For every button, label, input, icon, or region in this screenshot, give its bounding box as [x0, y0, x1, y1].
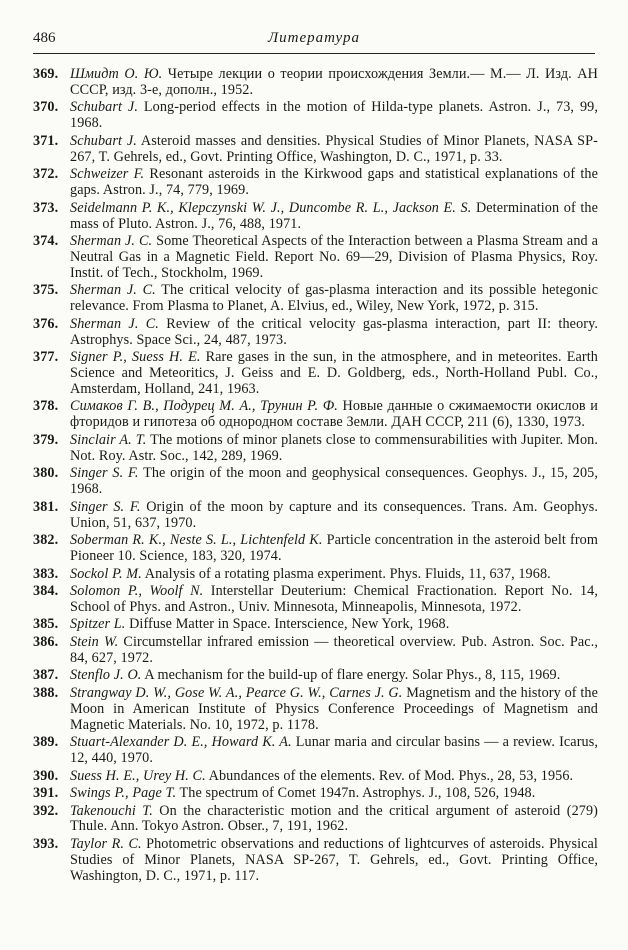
reference-authors: Sockol P. M. — [70, 565, 142, 582]
reference-entry — [33, 234, 598, 282]
reference-text: Resonant asteroids in the Kirkwood gaps and statistical explanations of the gaps. Astron. J., 74, 779, 1969. — [70, 166, 598, 199]
reference-authors: Stein W. — [70, 633, 119, 650]
reference-number: 390. — [33, 767, 59, 784]
reference-entry — [33, 567, 598, 583]
reference-entry — [33, 167, 598, 199]
reference-number: 393. — [33, 835, 59, 852]
reference-number: 374. — [33, 233, 59, 250]
reference-number: 370. — [33, 99, 59, 116]
reference-authors: Taylor R. C. — [70, 835, 142, 852]
header-rule — [33, 53, 595, 54]
reference-text: A mechanism for the build-up of flare energy. Solar Phys., 8, 115, 1969. — [144, 667, 561, 684]
reference-number: 376. — [33, 315, 59, 332]
reference-number: 375. — [33, 282, 59, 299]
reference-entry — [33, 686, 598, 734]
reference-number: 373. — [33, 199, 59, 216]
reference-text: Diffuse Matter in Space. Interscience, New York, 1968. — [129, 616, 450, 633]
reference-authors: Sherman J. C. — [70, 282, 156, 299]
reference-entry — [33, 100, 598, 132]
running-title: Литература — [267, 30, 361, 46]
reference-authors: Swings P., Page T. — [70, 785, 177, 802]
reference-entry — [33, 317, 598, 349]
reference-text: The critical velocity of gas-plasma interaction and its possible hetegonic relevance. From Plasma to Planet, A. Elvius, ed., Wiley, New York, 1972, p. 315. — [70, 282, 599, 315]
reference-entry — [33, 466, 598, 498]
reference-authors: Schubart J. — [70, 132, 137, 149]
reference-authors: Шмидт О. Ю. — [70, 66, 163, 82]
reference-authors: Stuart-Alexander D. E., Howard K. A. — [70, 734, 292, 751]
reference-entry — [33, 500, 598, 532]
reference-text: Long-period effects in the motion of Hilda-type planets. Astron. J., 73, 99, 1968. — [70, 99, 598, 132]
reference-entry — [33, 399, 598, 431]
reference-entry — [33, 283, 598, 315]
reference-text: Rare gases in the sun, in the atmosphere, and in meteorites. Earth Science and Meteoritics, J. Geiss and E. D. Goldberg, eds., North-Holland Publ. Co., Amsterdam, Holland, 241, 1963. — [70, 349, 598, 397]
reference-authors: Singer S. F. — [70, 465, 139, 482]
reference-entry — [33, 533, 598, 565]
reference-authors: Soberman R. K., Neste S. L., Lichtenfeld K. — [70, 532, 323, 549]
reference-text: Origin of the moon by capture and its consequences. Trans. Am. Geophys. Union, 51, 637, 1970. — [70, 498, 598, 531]
reference-entry — [33, 769, 598, 785]
reference-authors: Suess H. E., Urey H. C. — [70, 767, 206, 784]
reference-authors: Strangway D. W., Gose W. A., Pearce G. W., Carnes J. G. — [70, 684, 403, 701]
reference-number: 388. — [33, 684, 59, 701]
reference-authors: Signer P., Suess H. E. — [70, 349, 201, 366]
reference-number: 386. — [33, 633, 59, 650]
reference-number: 383. — [33, 565, 59, 582]
reference-number: 389. — [33, 734, 59, 751]
reference-text: Circumstellar infrared emission — theoretical overview. Pub. Astron. Soc. Pac., 84, 627, 1972. — [70, 633, 598, 666]
reference-entry — [33, 617, 598, 633]
reference-text: On the characteristic motion and the critical argument of asteroid (279) Thule. Ann. Tokyo Astron. Obser., 7, 191, 1962. — [70, 802, 598, 835]
reference-text: The origin of the moon and geophysical consequences. Geophys. J., 15, 205, 1968. — [70, 465, 599, 498]
reference-entry — [33, 804, 598, 836]
reference-authors: Sherman J. C. — [70, 233, 153, 250]
reference-number: 379. — [33, 431, 59, 448]
reference-text: Magnetism and the history of the Moon in American Institute of Physics Conference Proceedings of Magnetism and Magnetic Materials. No. 10, 1972, p. 1178. — [70, 684, 598, 733]
reference-number: 385. — [33, 616, 59, 633]
reference-authors: Симаков Г. В., Подурец М. А., Трунин Р. Ф. — [70, 398, 338, 415]
reference-number: 372. — [33, 166, 59, 183]
reference-number: 369. — [33, 66, 59, 82]
reference-entry — [33, 350, 598, 398]
reference-number: 381. — [33, 498, 59, 515]
reference-number: 384. — [33, 583, 59, 599]
reference-number: 382. — [33, 532, 59, 549]
reference-text: Asteroid masses and densities. Physical Studies of Minor Planets, NASA SP-267, T. Gehrels, ed., Govt. Printing Office, Washington, D. C., 1971, p. 33. — [70, 132, 598, 165]
reference-text: Particle concentration in the asteroid belt from Pioneer 10. Science, 183, 320, 1974. — [70, 532, 598, 564]
reference-authors: Sherman J. C. — [70, 315, 159, 332]
reference-authors: Singer S. F. — [70, 498, 141, 515]
reference-authors: Schweizer F. — [70, 166, 145, 183]
reference-number: 378. — [33, 398, 59, 415]
reference-number: 371. — [33, 132, 59, 149]
reference-text: Some Theoretical Aspects of the Interaction between a Plasma Stream and a Neutral Gas in a Magnetic Field. Report No. 69—29, Division of Plasma Physics, Roy. Instit. of Tech., Stockholm, 1969. — [70, 233, 599, 281]
reference-text: Photometric observations and reductions of lightcurves of asteroids. Physical Studies of Minor Planets, NASA SP-267, T. Gehrels, ed., Govt. Printing Office, Washington, D. C., 1971, p. 117. — [70, 835, 598, 884]
reference-entry — [33, 433, 598, 465]
reference-entry — [33, 134, 598, 166]
page-number: 486 — [33, 30, 56, 46]
reference-authors: Stenflo J. O. — [70, 667, 142, 684]
reference-entry — [33, 786, 598, 802]
reference-text: Четыре лекции о теории происхождения Земли.— М.— Л. Изд. АН СССР, изд. 3-е, дополн., 1952. — [70, 66, 599, 98]
reference-authors: Spitzer L. — [70, 616, 126, 633]
reference-text: Analysis of a rotating plasma experiment. Phys. Fluids, 11, 637, 1968. — [144, 565, 551, 582]
reference-text: Lunar maria and circular basins — a review. Icarus, 12, 440, 1970. — [70, 734, 598, 767]
reference-number: 380. — [33, 465, 59, 482]
reference-authors: Solomon P., Woolf N. — [70, 583, 204, 599]
reference-text: Interstellar Deuterium: Chemical Fractionation. Report No. 14, School of Phys. and Astron., Univ. Minnesota, Minneapolis, Minnesota, 1972. — [70, 583, 598, 615]
reference-entry — [33, 837, 598, 885]
reference-authors: Seidelmann P. K., Klepczynski W. J., Duncombe R. L., Jackson E. S. — [70, 199, 472, 216]
reference-authors: Takenouchi T. — [70, 802, 153, 819]
reference-text: Новые данные о сжимаемости окислов и фторидов и гипотеза об однородном составе Земли. ДАН СССР, 211 (6), 1330, 1973. — [70, 398, 598, 431]
reference-number: 387. — [33, 667, 59, 684]
reference-list — [33, 67, 598, 886]
reference-entry — [33, 201, 598, 233]
page-header — [33, 30, 595, 50]
reference-text: Abundances of the elements. Rev. of Mod. Phys., 28, 53, 1956. — [208, 767, 574, 784]
reference-text: Determination of the mass of Pluto. Astron. J., 76, 488, 1971. — [70, 199, 598, 232]
reference-number: 391. — [33, 785, 59, 802]
reference-entry — [33, 668, 598, 684]
reference-authors: Sinclair A. T. — [70, 431, 147, 448]
reference-number: 392. — [33, 802, 59, 819]
reference-entry — [33, 67, 598, 99]
reference-authors: Schubart J. — [70, 99, 138, 116]
reference-text: The spectrum of Comet 1947n. Astrophys. J., 108, 526, 1948. — [179, 785, 536, 802]
reference-entry — [33, 584, 598, 616]
reference-text: Review of the critical velocity gas-plasma interaction, part II: theory. Astrophys. Space Sci., 24, 487, 1973. — [70, 315, 599, 348]
reference-entry — [33, 735, 598, 767]
reference-entry — [33, 635, 598, 667]
reference-text: The motions of minor planets close to commensurabilities with Jupiter. Mon. Not. Roy. Astr. Soc., 142, 289, 1969. — [70, 431, 599, 464]
reference-number: 377. — [33, 349, 59, 366]
